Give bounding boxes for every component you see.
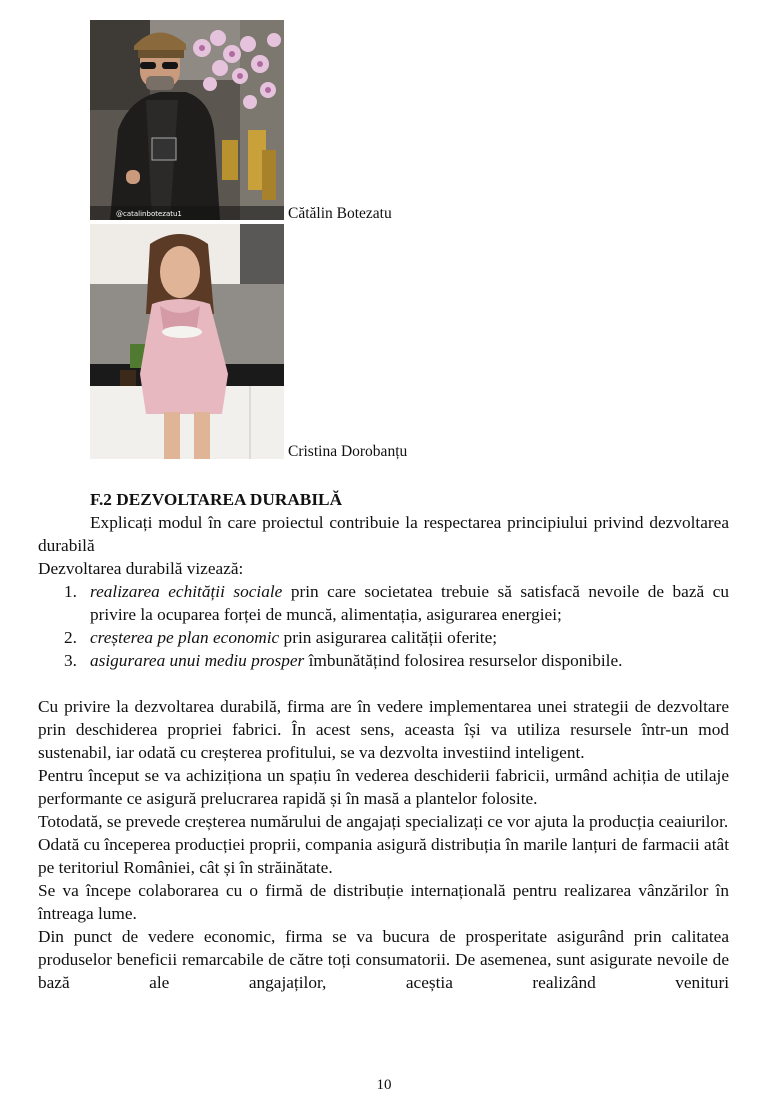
list-item: 2. creșterea pe plan economic prin asigurarea calității oferite;	[64, 628, 498, 647]
paragraph: Totodată, se prevede creșterea numărului de angajați specializați ce vor ajuta la producția ceaiurilor.	[38, 812, 729, 831]
paragraph: Pentru început se va achiziționa un spațiu în vederea deschiderii fabricii, urmând achiția de utilaje performante ce asigură prelucrarea rapidă și în masă a plantelor folosite.	[38, 766, 729, 808]
page-number: 10	[376, 1077, 392, 1093]
list-item: 1. realizarea echității sociale prin care societatea trebuie să satisfacă nevoile de bază cu privire la ocuparea forței de muncă, alimentația, asigurarea energiei;	[64, 582, 729, 624]
photo-catalin-botezatu	[90, 20, 284, 220]
list-item: 3. asigurarea unui mediu prosper îmbunătățind folosirea resurselor disponibile.	[64, 651, 623, 670]
section-heading: F.2 DEZVOLTAREA DURABILĂ	[90, 490, 343, 509]
section-content	[38, 488, 729, 994]
section-lead: Dezvoltarea durabilă vizează:	[38, 559, 244, 578]
photo-cristina-dorobantu	[90, 224, 284, 459]
paragraph: Cu privire la dezvoltarea durabilă, firma are în vedere implementarea unei strategii de dezvoltare prin deschiderea propriei fabrici. În acest sens, aceasta își va utiliza resursele într-un mod sustenabil, iar odată cu creșterea profitului, se va dezvolta investiind inteligent.	[38, 697, 729, 762]
photo-caption: Cristina Dorobanțu	[288, 443, 408, 460]
section-intro: Explicați modul în care proiectul contribuie la respectarea principiului privind dezvoltarea durabilă	[38, 513, 729, 555]
paragraph: Din punct de vedere economic, firma se va bucura de prosperitate asigurând prin calitatea produselor beneficii remarcabile de către toți consumatorii. De asemenea, sunt asigurate nevoile de bază ale angajaților, aceștia realizând venituri	[38, 927, 729, 992]
goals-list	[38, 580, 729, 672]
paragraph: Se va începe colaborarea cu o firmă de distribuție internațională pentru realizarea vânzărilor în întreaga lume.	[38, 881, 729, 923]
photo-watermark: @catalinbotezatu1	[116, 210, 182, 218]
photo-caption: Cătălin Botezatu	[288, 205, 392, 222]
paragraph: Odată cu începerea producției proprii, compania asigură distribuția în marile lanțuri de farmacii atât pe teritoriul României, cât și în străinătate.	[38, 835, 729, 877]
